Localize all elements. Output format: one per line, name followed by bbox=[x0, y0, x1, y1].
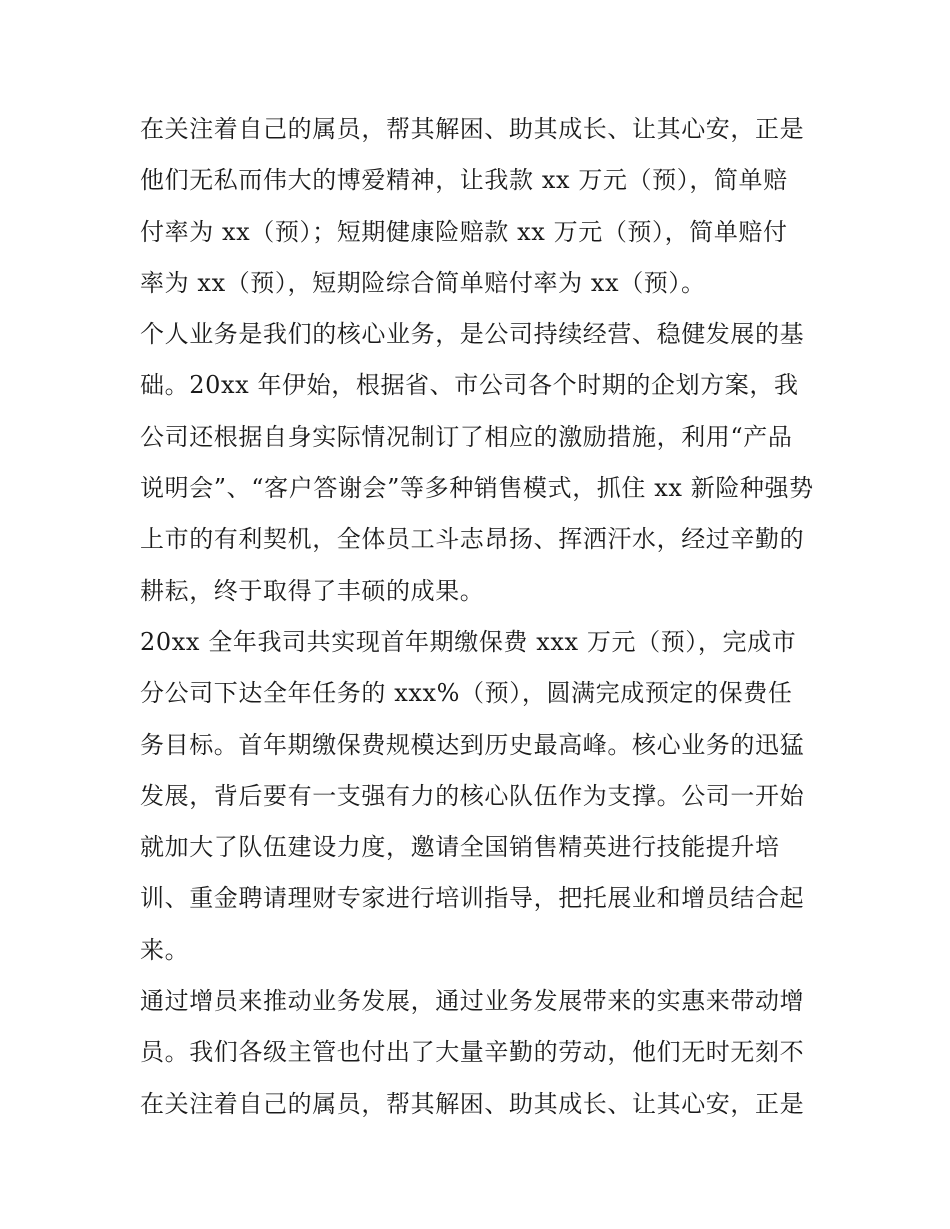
text-line: 在关注着自己的属员，帮其解困、助其成长、让其心安，正是 bbox=[140, 1089, 805, 1118]
text-line: 耕耘，终于取得了丰硕的成果。 bbox=[140, 576, 485, 605]
text-line: 说明会”、“客户答谢会”等多种销售模式，抓住 xx 新险种强势 bbox=[140, 474, 814, 503]
text-line: 付率为 xx（预）；短期健康险赔款 xx 万元（预），简单赔付 bbox=[140, 217, 788, 246]
text-line: 公司还根据自身实际情况制订了相应的激励措施，利用“产品 bbox=[140, 422, 793, 451]
text-line: 员。我们各级主管也付出了大量辛勤的劳动，他们无时无刻不 bbox=[140, 1038, 805, 1067]
text-line: 率为 xx（预），短期险综合简单赔付率为 xx（预）。 bbox=[140, 268, 706, 297]
text-line: 通过增员来推动业务发展，通过业务发展带来的实惠来带动增 bbox=[140, 987, 805, 1016]
text-line: 他们无私而伟大的博爱精神，让我款 xx 万元（预），简单赔 bbox=[140, 166, 788, 195]
text-line: 在关注着自己的属员，帮其解困、助其成长、让其心安，正是 bbox=[140, 115, 805, 143]
text-line: 个人业务是我们的核心业务，是公司持续经营、稳健发展的基 bbox=[140, 320, 805, 349]
text-line: 础。20xx 年伊始，根据省、市公司各个时期的企划方案，我 bbox=[140, 371, 799, 400]
text-line: 训、重金聘请理财专家进行培训指导，把托展业和增员结合起 bbox=[140, 884, 805, 913]
text-line: 20xx 全年我司共实现首年期缴保费 xxx 万元（预），完成市 bbox=[140, 627, 797, 656]
text-line: 发展，背后要有一支强有力的核心队伍作为支撑。公司一开始 bbox=[140, 781, 805, 810]
text-line: 上市的有利契机，全体员工斗志昂扬、挥洒汗水，经过辛勤的 bbox=[140, 525, 805, 554]
text-line: 务目标。首年期缴保费规模达到历史最高峰。核心业务的迅猛 bbox=[140, 730, 805, 759]
text-line: 就加大了队伍建设力度，邀请全国销售精英进行技能提升培 bbox=[140, 833, 780, 862]
document-body bbox=[140, 104, 820, 1130]
text-line: 分公司下达全年任务的 xxx%（预），圆满完成预定的保费任 bbox=[140, 679, 793, 708]
text-line: 来。 bbox=[140, 935, 190, 964]
